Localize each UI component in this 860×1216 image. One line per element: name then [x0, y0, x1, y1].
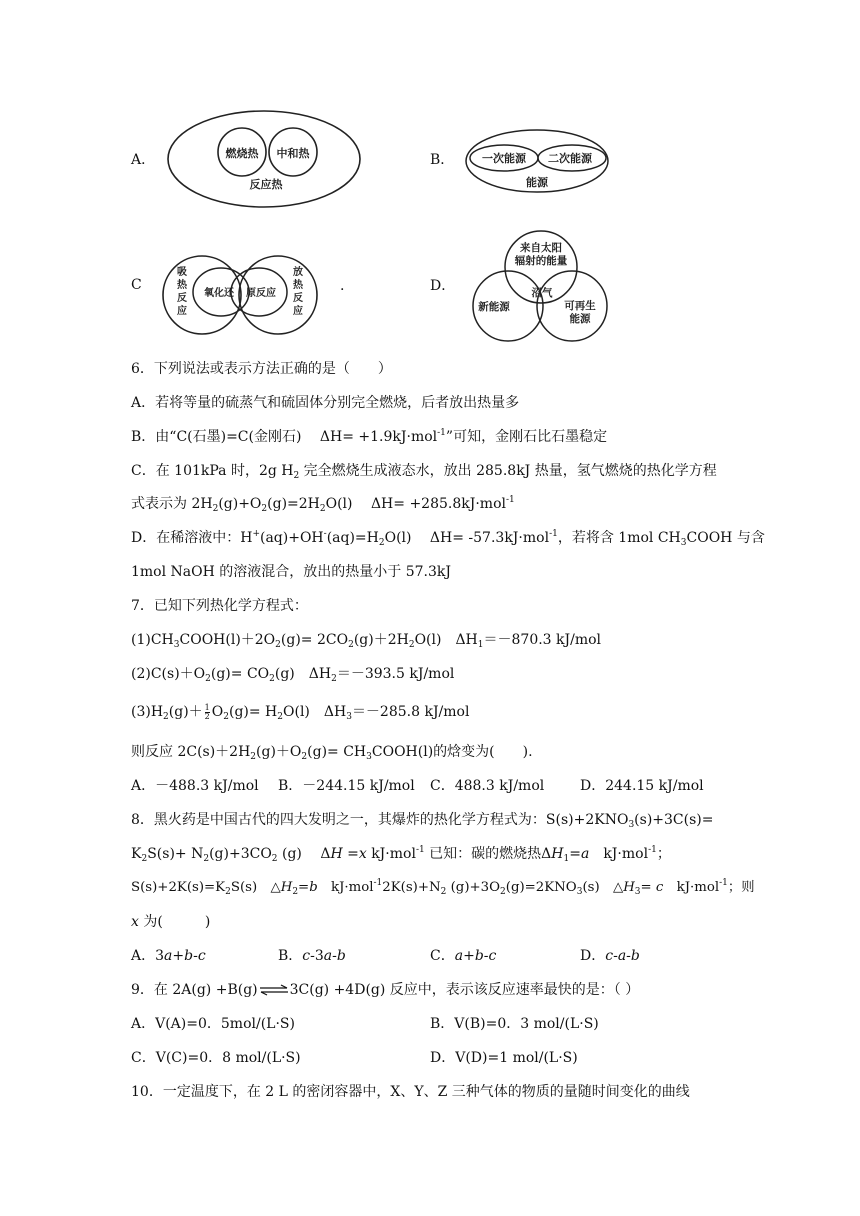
b-outer-text: 能源 — [526, 176, 548, 189]
c-right-char-2: 热 — [293, 280, 303, 291]
q7-stem: 7．已知下列热化学方程式： — [131, 598, 308, 614]
q9-stem: 9．在 2A(g) +B(g) 3C(g) +4D(g) 反应中，表示该反应速率最快的是：（ ） — [131, 982, 640, 998]
option-c-dot: . — [340, 278, 345, 294]
b-right-text: 二次能源 — [548, 152, 592, 165]
q8-option-c: C．a+b-c — [430, 948, 497, 964]
q9-option-d: D．V(D)=1 mol/(L·S) — [430, 1050, 578, 1066]
q6-stem: 6．下列说法或表示方法正确的是（ ） — [131, 361, 392, 377]
c-right-char-4: 应 — [293, 306, 303, 317]
q7-option-c: C．488.3 kJ/mol — [430, 778, 545, 794]
option-b-label: B． — [430, 152, 455, 168]
q10-stem: 10．一定温度下，在 2 L 的密闭容器中，X、Y、Z 三种气体的物质的量随时间变化的曲线 — [131, 1084, 690, 1100]
q7-option-a: A．－488.3 kJ/mol — [131, 778, 259, 794]
q7-equation-2: $(2)C(s)+O_2(g)= CO_2(g)$ $\Delta H_2=-393.5$ kJ/mol — [131, 666, 455, 684]
q8-line-2: $K_2S(s)+ N_2(g)+3CO_2$ (g) ΔH =x kJ·mol$^{-1}$ 已知：碳的燃烧热$\Delta H_1=a$ kJ·mol$^{-1}$； — [131, 845, 671, 864]
q6-option-c-line2: 式表示为 $2H_2(g)+O_2(g)=2H_2O(l)$ ΔH= +285.8kJ·mol$^{-1}$ — [131, 495, 515, 514]
c-left-char-4: 应 — [177, 306, 187, 317]
q6-option-a: A．若将等量的硫蒸气和硫固体分别完全燃烧，后者放出热量多 — [131, 395, 520, 411]
option-c-label: C — [131, 277, 142, 293]
q7-option-d: D．244.15 kJ/mol — [580, 778, 704, 794]
a-right-text: 中和热 — [276, 147, 310, 160]
q8-line-1: 8．黑火药是中国古代的四大发明之一，其爆炸的热化学方程式为：$S(s)+2KNO_3(s)+3C(s)=$ — [131, 812, 714, 830]
c-right-char-1: 放 — [293, 267, 303, 278]
option-d-label: D． — [430, 278, 456, 294]
q8-option-d: D．c-a-b — [580, 948, 640, 964]
option-a-label: A． — [131, 152, 156, 168]
q9-option-b: B．V(B)=0．3 mol/(L·S) — [430, 1016, 599, 1032]
q6-option-d-line2: 1mol NaOH 的溶液混合，放出的热量小于 57.3kJ — [131, 564, 451, 580]
d-right-line-1: 可再生 — [564, 300, 596, 312]
q6-option-d-line1: D．在稀溶液中：$H^+(aq)+OH^-(aq)=H_2O(l)$ ΔH= -57.3kJ·mol$^{-1}$，若将含 1mol $CH_3COOH$ 与含 — [131, 529, 765, 548]
c-mid-left-text: 氧化还 — [204, 288, 234, 299]
q7-option-b: B．－244.15 kJ/mol — [278, 778, 415, 794]
q6-option-c-line1: C．在 101kPa 时，2g $H_2$ 完全燃烧生成液态水，放出 285.8kJ 热量，氢气燃烧的热化学方程 — [131, 463, 717, 481]
option-d-diagram — [466, 230, 616, 342]
equilibrium-arrow-icon — [259, 984, 289, 996]
a-left-text: 燃烧热 — [225, 147, 259, 160]
q8-line-3: $S(s)+2K(s)=K_2S(s)$ $\triangle H_2=b$ $kJ\cdot mol^{-1}2K(s)+N_2$ $(g)+3O_2(g)=2KNO_3(s)$ $\triangle H_3= c$ kJ·mol$^{-1}$；则 — [131, 878, 755, 897]
d-center-text: 沼气 — [531, 287, 553, 299]
b-left-text: 一次能源 — [482, 152, 526, 165]
c-mid-right-text: 原反应 — [246, 288, 276, 299]
c-left-char-3: 反 — [177, 293, 187, 304]
c-right-char-3: 反 — [293, 293, 303, 304]
q7-question: 则反应 $2C(s)+2H_2(g)+O_2(g)=$ $CH_3COOH(l)$的焓变为( ). — [131, 744, 533, 762]
q9-option-a: A．V(A)=0．5mol/(L·S) — [131, 1016, 295, 1032]
c-left-char-1: 吸 — [177, 267, 187, 278]
d-top-line-1: 来自太阳 — [520, 242, 562, 254]
q8-option-b: B．c-3a-b — [278, 948, 346, 964]
d-top-line-2: 辐射的能量 — [514, 255, 568, 267]
c-left-char-2: 热 — [177, 280, 187, 291]
option-c-diagram — [162, 254, 318, 336]
d-right-line-2: 能源 — [569, 313, 591, 325]
q6-option-b: B．由“C(石墨)=C(金刚石) ΔH= +1.9kJ·mol$^{-1}$”可知，金刚石比石墨稳定 — [131, 428, 608, 445]
d-left-text: 新能源 — [478, 301, 510, 313]
a-outer-text: 反应热 — [249, 178, 283, 191]
q8-line-4: x 为( ) — [131, 914, 211, 930]
option-b-diagram — [464, 128, 610, 194]
half-fraction: $\frac{1}{2}$ — [204, 702, 210, 721]
option-a-diagram — [165, 108, 363, 210]
q7-equation-1: $(1)CH_3COOH(l)+2O_2(g)= 2CO_2(g)+2H_2O(l)$ $\Delta H_1=-870.3$ kJ/mol — [131, 632, 602, 650]
q8-option-a: A．3a+b-c — [131, 948, 206, 964]
q9-option-c: C．V(C)=0．8 mol/(L·S) — [131, 1050, 301, 1066]
q7-equation-3: $(3)H_2(g)+$ $\frac{1}{2}$ $O_2(g)= H_2O(l)$ $\Delta H_3=-285.8$ kJ/mol — [131, 702, 470, 722]
